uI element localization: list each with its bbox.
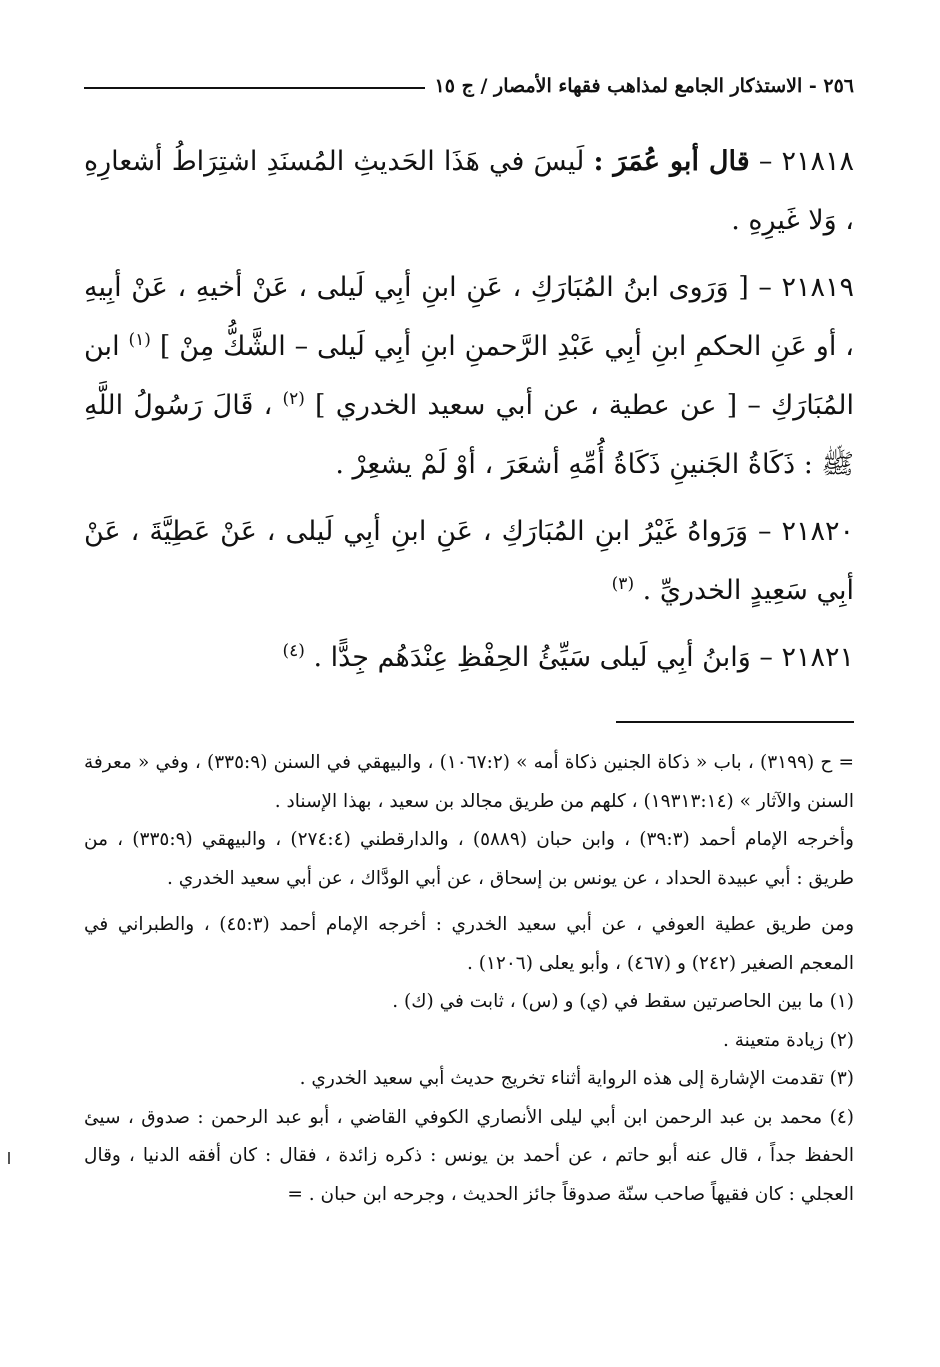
main-text bbox=[84, 132, 854, 695]
running-header bbox=[84, 66, 854, 106]
paragraph-text-cont: ابن المُبَارَكِ – [ عن عطية ، عن أبي سعيد الخدري ] bbox=[84, 331, 854, 421]
speaker-label: قال أبو عُمَرَ : bbox=[593, 146, 750, 177]
paragraph-number: ٢١٨٢٠ – bbox=[758, 516, 855, 547]
footnote-continuation: = ح (٣١٩٩) ، باب « ذكاة الجنين ذكاة أمه » (١٠٦٧:٢) ، والبيهقي في السنن (٣٣٥:٩) ، وفي « معرفة السنن والآثار » (١٩٣١٣:١٤) ، كلهم من طريق مجالد بن سعيد ، بهذا الإسناد . bbox=[84, 752, 855, 812]
footnote-3: (٣) تقدمت الإشارة إلى هذه الرواية أثناء تخريج حديث أبي سعيد الخدري . bbox=[299, 1068, 854, 1089]
footnotes bbox=[84, 744, 854, 1214]
footnote-1: (١) ما بين الحاصرتين سقط في (ي) و (س) ، ثابت في (ك) . bbox=[392, 991, 854, 1012]
paragraph-21820 bbox=[84, 502, 854, 620]
footnote-2: (٢) زيادة متعينة . bbox=[722, 1029, 854, 1051]
paragraph-text-cont: ، قَالَ رَسُولُ اللَّهِ ﷺ : ذَكَاةُ الجَنينِ ذَكَاةُ أُمِّهِ أشعَرَ ، أوْ لَمْ يشعِرْ . bbox=[84, 390, 854, 480]
footnote-continuation: ومن طريق عطية العوفي ، عن أبي سعيد الخدري : أخرجه الإمام أحمد (٤٥:٣) ، والطبراني في المعجم الصغير (٢٤٢) و (٤٦٧) ، وأبو يعلى (١٢٠٦) . bbox=[84, 914, 855, 974]
paragraph-21819 bbox=[84, 258, 854, 494]
footnote-separator bbox=[616, 721, 854, 723]
margin-mark bbox=[8, 1152, 10, 1164]
paragraph-21821 bbox=[84, 628, 854, 687]
paragraph-text: وَابنُ أبِي لَيلى سَيِّئُ الحِفْظِ عِنْدَهُم جِدًّا . bbox=[313, 642, 751, 673]
paragraph-number: ٢١٨١٨ – bbox=[758, 146, 854, 177]
paragraph-21818 bbox=[84, 132, 854, 250]
footnote-continuation: وأخرجه الإمام أحمد (٣٩:٣) ، وابن حبان (٥٨٨٩) ، والدارقطني (٢٧٤:٤) ، والبيهقي (٣٣٥:٩) ، من طريق : أبي عبيدة الحداد ، عن يونس بن إسحاق ، عن أبي الودَّاك ، عن أبي سعيد الخدري . bbox=[84, 829, 854, 889]
footnote-ref-3: (٣) bbox=[611, 574, 635, 594]
footnote-ref-1: (١) bbox=[128, 330, 151, 350]
paragraph-text: لَيسَ في هَذَا الحَديثِ المُسنَدِ اشتِرَاطُ أشعارِهِ ، وَلا غَيرِهِ . bbox=[84, 146, 854, 236]
paragraph-number: ٢١٨٢١ – bbox=[759, 642, 854, 673]
footnote-4: (٤) محمد بن عبد الرحمن ابن أبي ليلى الأنصاري الكوفي القاضي ، أبو عبد الرحمن : صدوق ، سيئ الحفظ جداً ، قال عنه أبو حاتم ، عن أحمد بن يونس : ذكره زائدة ، فقال : كان أفقه الدنيا ، وقال العجلي : كان فقيهاً صاحب سنّة صدوقاً جائز الحديث ، وجرحه ابن حبان . = bbox=[84, 1106, 854, 1205]
paragraph-text: [ وَرَوى ابنُ المُبَارَكِ ، عَنِ ابنِ أبِي لَيلى ، عَنْ أخيهِ ، عَنْ أبِيهِ ، أو عَنِ الحكمِ ابنِ أبِي عَبْدِ الرَّحمنِ ابنِ أبِي لَيلى – الشَّكُّ مِنْ ] bbox=[84, 272, 854, 362]
header-title: ٢٥٦ - الاستذكار الجامع لمذاهب فقهاء الأمصار / ج ١٥ bbox=[434, 75, 854, 97]
header-rule bbox=[84, 87, 425, 89]
paragraph-number: ٢١٨١٩ – bbox=[758, 272, 854, 303]
footnote-ref-4: (٤) bbox=[282, 641, 305, 661]
footnote-ref-2: (٢) bbox=[282, 389, 305, 409]
paragraph-text: وَرَواهُ غَيْرُ ابنِ المُبَارَكِ ، عَنِ ابنِ أبِي لَيلى ، عَنْ عَطِيَّةَ ، عَنْ أبِي سَعِيدٍ الخدريِّ . bbox=[84, 516, 854, 606]
